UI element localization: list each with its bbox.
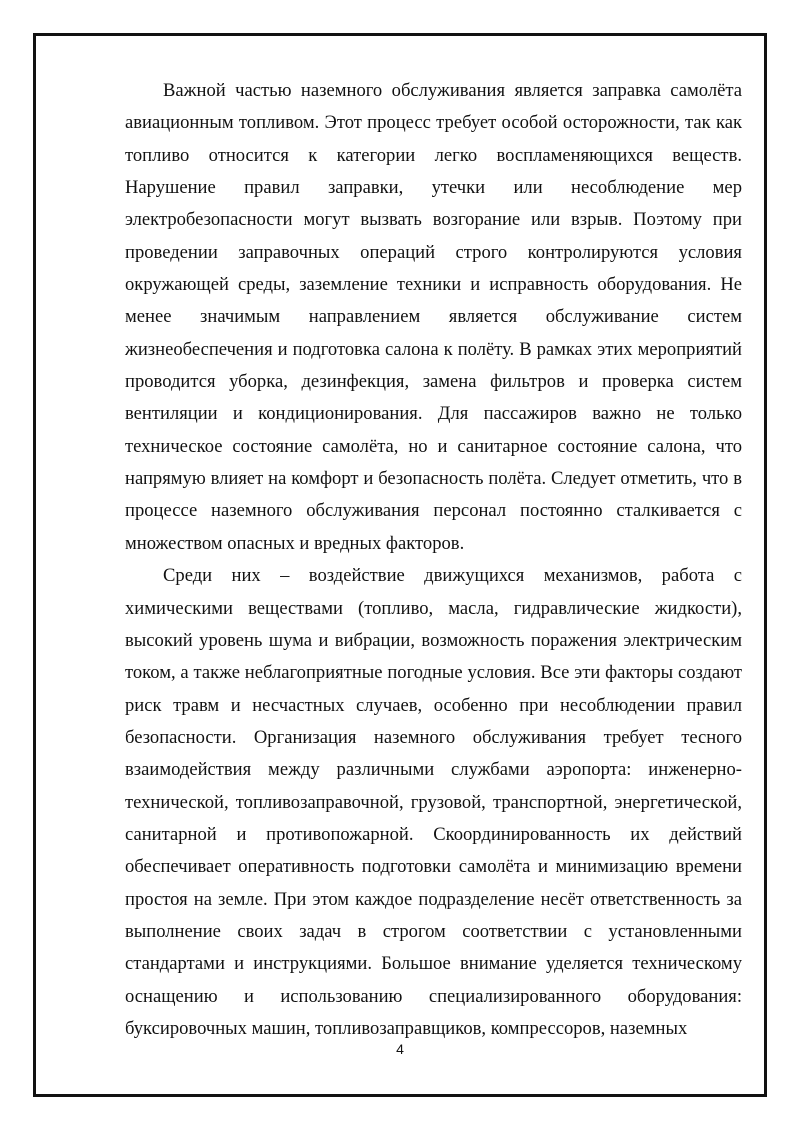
page-number: 4: [396, 1041, 404, 1057]
paragraph-2: Среди них – воздействие движущихся механизмов, работа с химическими веществами (топливо, масла, гидравлические жидкости), высокий уровень шума и вибрации, возможность поражения электрическим током, а также неблагоприятные погодные условия. Все эти факторы создают риск травм и несчастных случаев, особенно при несоблюдении правил безопасности. Организация наземного обслуживания требует тесного взаимодействия между различными службами аэропорта: инженерно-технической, топливозаправочной, грузовой, транспортной, энергетической, санитарной и противопожарной. Скоординированность их действий обеспечивает оперативность подготовки самолёта и минимизацию времени простоя на земле. При этом каждое подразделение несёт ответственность за выполнение своих задач в строгом соответствии с установленными стандартами и инструкциями. Большое внимание уделяется техническому оснащению и использованию специализированного оборудования: буксировочных машин, топливозаправщиков, компрессоров, наземных: [125, 565, 742, 1039]
paragraph-1: Важной частью наземного обслуживания является заправка самолёта авиационным топливом. Этот процесс требует особой осторожности, так как топливо относится к категории легко воспламеняющихся веществ. Нарушение правил заправки, утечки или несоблюдение мер электробезопасности могут вызвать возгорание или взрыв. Поэтому при проведении заправочных операций строго контролируются условия окружающей среды, заземление техники и исправность оборудования. Не менее значимым направлением является обслуживание систем жизнеобеспечения и подготовка салона к полёту. В рамках этих мероприятий проводится уборка, дезинфекция, замена фильтров и проверка систем вентиляции и кондиционирования. Для пассажиров важно не только техническое состояние самолёта, но и санитарное состояние салона, что напрямую влияет на комфорт и безопасность полёта. Следует отметить, что в процессе наземного обслуживания персонал постоянно сталкивается с множеством опасных и вредных факторов.: [125, 80, 742, 554]
body-text: [125, 75, 742, 1045]
